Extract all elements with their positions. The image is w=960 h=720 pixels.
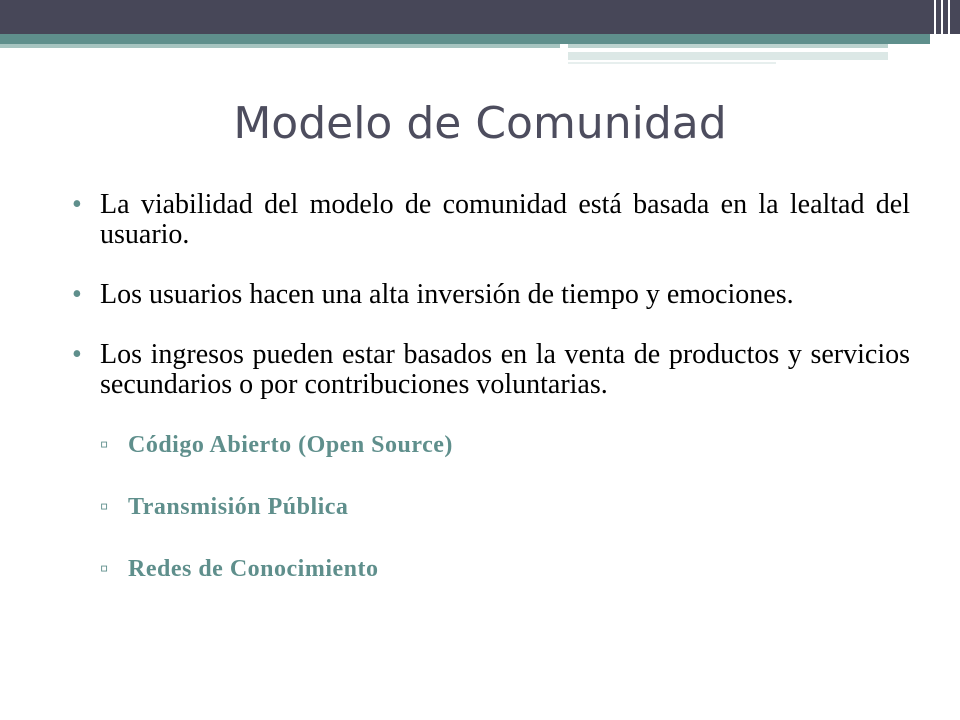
- slide-title: Modelo de Comunidad: [233, 98, 727, 149]
- bullet-dot-icon: •: [72, 279, 82, 310]
- slide-content: [72, 190, 910, 616]
- sub-item-text: Código Abierto (Open Source): [128, 432, 453, 458]
- header-teal-underline: [0, 44, 560, 48]
- sub-item: [72, 492, 910, 522]
- header-bar: [0, 0, 960, 34]
- header-line-1: [568, 44, 888, 48]
- header-line-3: [568, 62, 776, 64]
- bullet-item: [72, 340, 910, 400]
- header-vertical-bar: [941, 0, 943, 62]
- bullet-text: La viabilidad del modelo de comunidad está basada en la lealtad del usuario.: [100, 189, 910, 250]
- bullet-text: Los usuarios hacen una alta inversión de tiempo y emociones.: [100, 279, 794, 310]
- sub-item: [72, 554, 910, 584]
- bullet-text: Los ingresos pueden estar basados en la venta de productos y servicios secundarios o por contribuciones voluntarias.: [100, 339, 910, 400]
- header-line-2: [568, 52, 888, 60]
- bullet-dot-icon: •: [72, 339, 82, 370]
- sub-bullet-square-icon: ▫: [100, 494, 110, 520]
- header-vertical-bar: [948, 0, 950, 62]
- sub-item-text: Transmisión Pública: [128, 494, 349, 520]
- bullet-item: [72, 280, 910, 310]
- header-vertical-bar: [934, 0, 936, 62]
- bullet-item: [72, 190, 910, 250]
- sub-bullet-square-icon: ▫: [100, 556, 110, 582]
- sub-bullet-square-icon: ▫: [100, 432, 110, 458]
- sub-item: [72, 430, 910, 460]
- bullet-dot-icon: •: [72, 189, 82, 220]
- header-teal-strip: [0, 34, 930, 44]
- sub-item-text: Redes de Conocimiento: [128, 556, 379, 582]
